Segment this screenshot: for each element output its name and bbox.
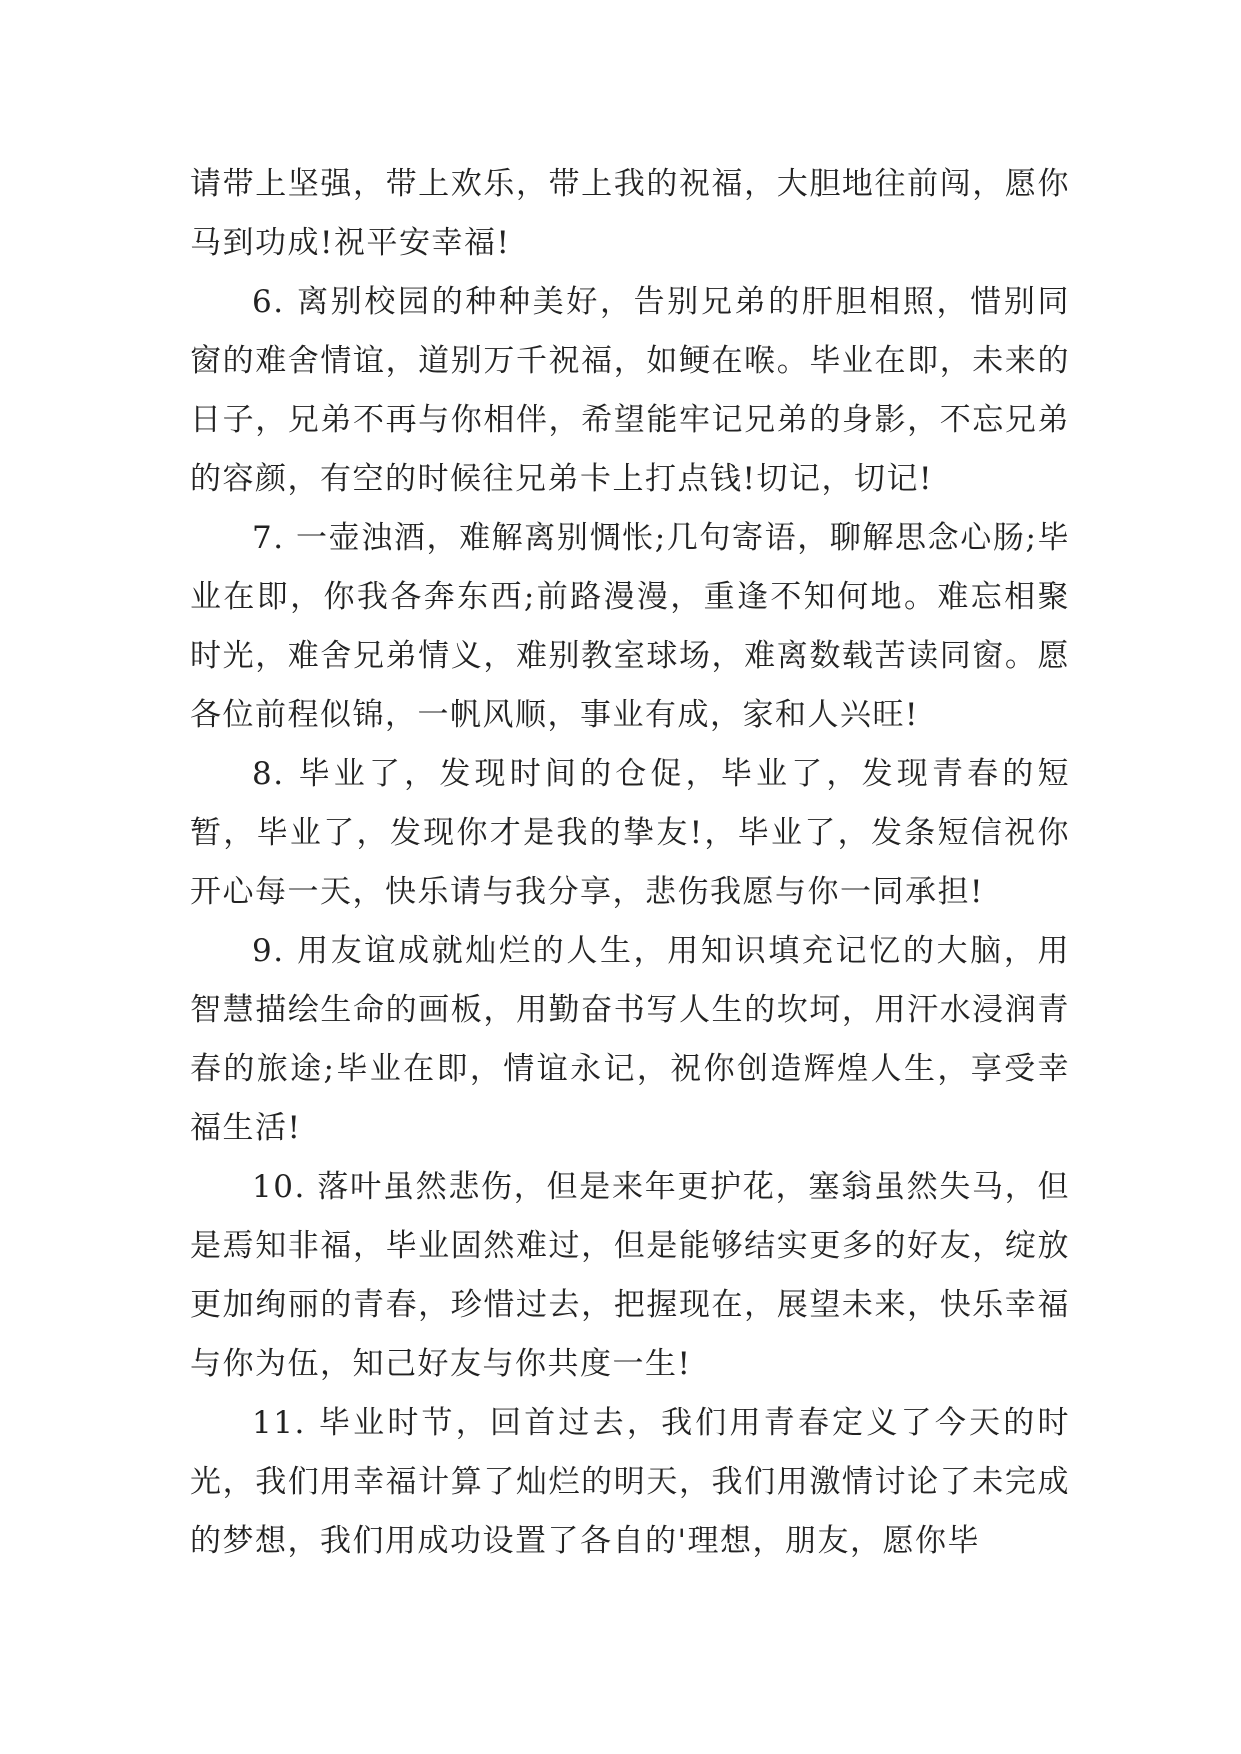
paragraph-item-6: 6. 离别校园的种种美好，告别兄弟的肝胆相照，惜别同窗的难舍情谊，道别万千祝福，如鲠在喉。毕业在即，未来的日子，兄弟不再与你相伴，希望能牢记兄弟的身影，不忘兄弟的容颜，有空的时候往兄弟卡上打点钱!切记，切记! [190,284,1070,497]
paragraph-item-7: 7. 一壶浊酒，难解离别惆怅;几句寄语，聊解思念心肠;毕业在即，你我各奔东西;前路漫漫，重逢不知何地。难忘相聚时光，难舍兄弟情义，难别教室球场，难离数载苦读同窗。愿各位前程似锦，一帆风顺，事业有成，家和人兴旺! [190,520,1070,733]
paragraph-continuation: 请带上坚强，带上欢乐，带上我的祝福，大胆地往前闯，愿你马到功成!祝平安幸福! [190,166,1070,261]
paragraph-item-9: 9. 用友谊成就灿烂的人生，用知识填充记忆的大脑，用智慧描绘生命的画板，用勤奋书写人生的坎坷，用汗水浸润青春的旅途;毕业在即，情谊永记，祝你创造辉煌人生，享受幸福生活! [190,933,1070,1146]
document-body [190,155,1070,1571]
paragraph-item-8: 8. 毕业了，发现时间的仓促，毕业了，发现青春的短暂，毕业了，发现你才是我的挚友!，毕业了，发条短信祝你开心每一天，快乐请与我分享，悲伤我愿与你一同承担! [190,756,1070,910]
paragraph-item-10: 10. 落叶虽然悲伤，但是来年更护花，塞翁虽然失马，但是焉知非福，毕业固然难过，但是能够结实更多的好友，绽放更加绚丽的青春，珍惜过去，把握现在，展望未来，快乐幸福与你为伍，知己好友与你共度一生! [190,1169,1070,1382]
paragraph-item-11: 11. 毕业时节，回首过去，我们用青春定义了今天的时光，我们用幸福计算了灿烂的明天，我们用激情讨论了未完成的梦想，我们用成功设置了各自的'理想，朋友，愿你毕 [190,1405,1070,1559]
